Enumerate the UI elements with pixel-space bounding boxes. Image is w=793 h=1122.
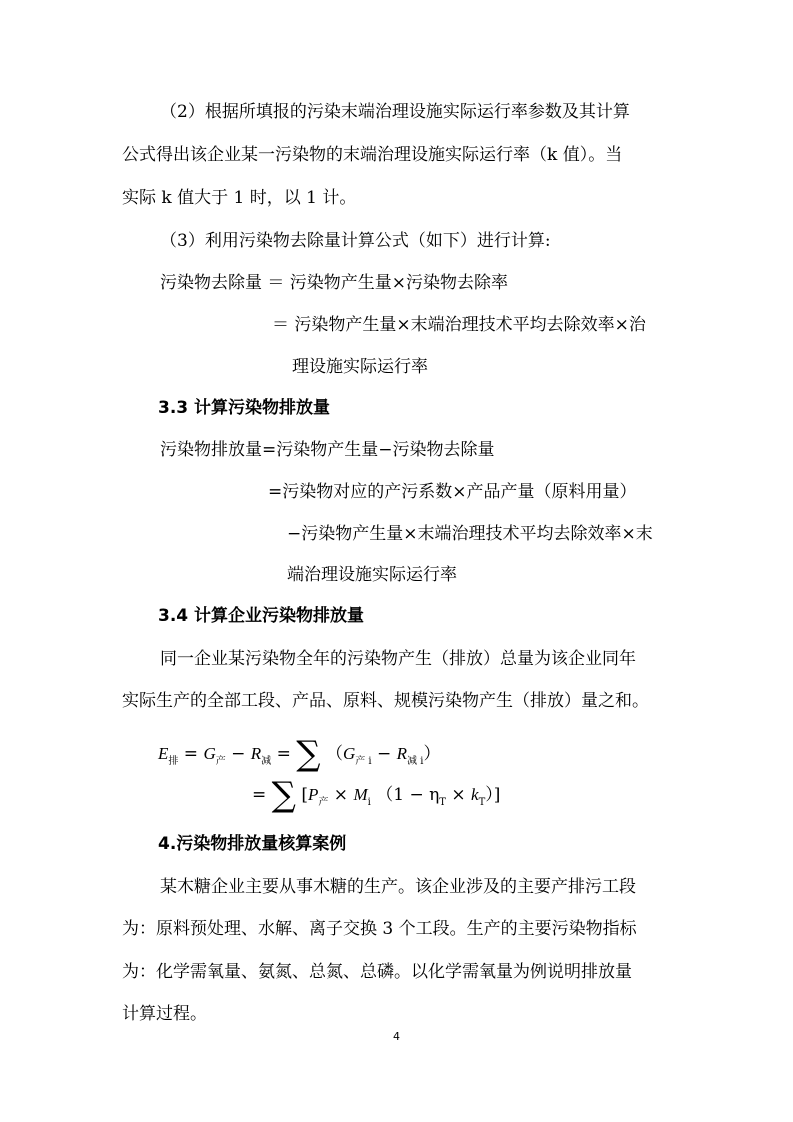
eq-symbol-k: k [471,785,479,804]
text-line: （3）利用污染物去除量计算公式（如下）进行计算: [160,231,551,251]
eq-paren: ）] [485,785,501,805]
eq-subscript: T [439,797,446,808]
eq-bracket: [ [301,785,308,805]
formula-line: 污染物排放量=污染物产生量−污染物去除量 [160,440,495,460]
text-line: 计算过程。 [122,1004,207,1024]
eq-equals: = [183,744,199,764]
text-line: 同一企业某污染物全年的污染物产生（排放）总量为该企业同年 [160,649,636,669]
sum-symbol: ∑ [271,775,296,815]
eq-subscript: 减 [261,756,272,767]
text-line: 为：化学需氧量、氨氮、总氮、总磷。以化学需氧量为例说明排放量 [122,962,632,982]
formula-line: =污染物对应的产污系数×产品产量（原料用量） [268,482,637,502]
eq-symbol-e: E [158,744,169,763]
eq-times: × [451,785,466,805]
eq-symbol-m: M [353,785,368,804]
text-line: 实际生产的全部工段、产品、原料、规模污染物产生（排放）量之和。 [122,691,649,711]
text-line: （2）根据所填报的污染末端治理设施实际运行率参数及其计算 [160,102,630,122]
eq-subscript: T [478,797,486,808]
text-line: 为：原料预处理、水解、离子交换 3 个工段。生产的主要污染物指标 [122,919,637,939]
text-line: 某木糖企业主要从事木糖的生产。该企业涉及的主要产排污工段 [160,877,636,897]
eq-subscript: 产 [215,756,226,767]
eq-paren: （1 − [376,785,424,805]
eq-subscript: i [367,797,371,808]
equation-line-1 [158,731,441,774]
section-heading-3-3: 3.3 计算污染物排放量 [158,398,331,418]
eq-subscript: 减 i [407,756,424,767]
eq-minus: − [377,744,392,764]
page-number: 4 [393,1030,400,1043]
section-heading-3-4: 3.4 计算企业污染物排放量 [158,606,365,626]
eq-symbol-ri: R [396,744,408,763]
eq-subscript: 产 [318,797,329,808]
eq-symbol-eta: η [429,785,440,805]
formula-line: 污染物去除量 ＝ 污染物产生量×污染物去除率 [160,273,509,293]
formula-line: 端治理设施实际运行率 [287,565,457,585]
formula-line: 理设施实际运行率 [292,357,428,377]
eq-subscript: 排 [168,756,179,767]
formula-line: −污染物产生量×末端治理技术平均去除效率×末 [287,524,653,544]
section-heading-4: 4.污染物排放量核算案例 [158,834,347,854]
eq-minus: − [231,744,246,764]
formula-line: ＝ 污染物产生量×末端治理技术平均去除效率×治 [272,315,646,335]
text-line: 实际 k 值大于 1 时，以 1 计。 [122,188,357,208]
equation-line-2 [252,772,501,815]
sum-symbol: ∑ [296,734,321,774]
eq-paren: （ [325,744,343,764]
eq-subscript: 产 i [355,756,372,767]
eq-paren: ） [423,744,441,764]
eq-symbol-p: P [307,785,319,804]
eq-symbol-g: G [203,744,216,763]
eq-symbol-gi: G [342,744,356,763]
eq-equals: = [252,785,267,805]
text-line: 公式得出该企业某一污染物的末端治理设施实际运行率（k 值）。当 [122,145,623,165]
eq-equals: = [276,744,291,764]
eq-symbol-r: R [250,744,262,763]
eq-times: × [333,785,349,805]
